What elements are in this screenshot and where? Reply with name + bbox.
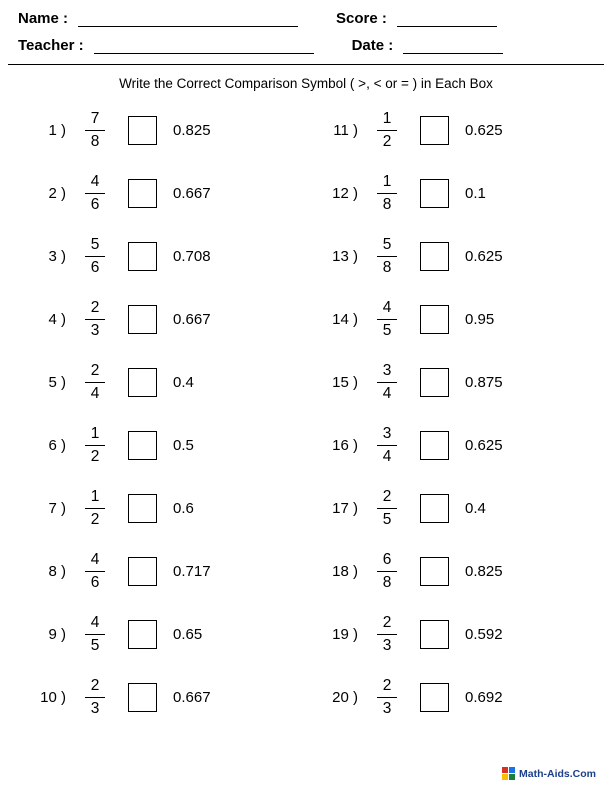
problem-number: 11 ) <box>333 122 358 139</box>
answer-box[interactable] <box>128 242 157 271</box>
problem-item <box>14 666 306 729</box>
decimal-value: 0.625 <box>465 122 503 139</box>
decimal-value: 0.1 <box>465 185 486 202</box>
decimal-value: 0.708 <box>173 248 211 265</box>
problem-number: 8 ) <box>48 563 66 580</box>
teacher-label: Teacher : <box>18 37 84 54</box>
fraction-numerator: 4 <box>90 172 100 190</box>
problem-item <box>306 603 598 666</box>
decimal-value: 0.625 <box>465 437 503 454</box>
decimal-value: 0.95 <box>465 311 495 328</box>
fraction-numerator: 1 <box>382 109 392 127</box>
problem-item <box>14 351 306 414</box>
score-label: Score : <box>336 10 387 27</box>
fraction <box>368 300 406 339</box>
name-label: Name : <box>18 10 69 27</box>
answer-box[interactable] <box>128 305 157 334</box>
fraction-denominator: 6 <box>90 573 100 591</box>
fraction <box>76 678 114 717</box>
problem-item <box>14 162 306 225</box>
answer-box[interactable] <box>420 368 449 397</box>
fraction-numerator: 2 <box>382 676 392 694</box>
fraction <box>368 237 406 276</box>
footer-branding[interactable] <box>502 767 596 780</box>
answer-box[interactable] <box>420 116 449 145</box>
problem-number: 13 ) <box>332 248 358 265</box>
problem-number: 2 ) <box>48 185 66 202</box>
problem-number: 18 ) <box>332 563 358 580</box>
fraction <box>368 489 406 528</box>
name-input[interactable] <box>78 12 298 27</box>
problem-number: 15 ) <box>332 374 358 391</box>
fraction-denominator: 6 <box>90 258 100 276</box>
fraction-numerator: 1 <box>90 487 100 505</box>
problem-item <box>306 414 598 477</box>
decimal-value: 0.6 <box>173 500 194 517</box>
fraction-bar <box>85 697 105 698</box>
fraction-denominator: 3 <box>90 321 100 339</box>
fraction-bar <box>85 634 105 635</box>
decimal-value: 0.625 <box>465 248 503 265</box>
decimal-value: 0.717 <box>173 563 211 580</box>
fraction-bar <box>377 634 397 635</box>
decimal-value: 0.5 <box>173 437 194 454</box>
problem-item <box>306 99 598 162</box>
problem-item <box>306 162 598 225</box>
answer-box[interactable] <box>420 179 449 208</box>
fraction-bar <box>377 571 397 572</box>
answer-box[interactable] <box>420 305 449 334</box>
problem-item <box>14 603 306 666</box>
fraction-bar <box>377 508 397 509</box>
fraction-bar <box>377 697 397 698</box>
math-aids-logo-icon <box>502 767 515 780</box>
fraction-denominator: 4 <box>382 447 392 465</box>
answer-box[interactable] <box>128 557 157 586</box>
problem-number: 6 ) <box>48 437 66 454</box>
fraction-denominator: 8 <box>382 573 392 591</box>
problem-item <box>14 99 306 162</box>
fraction-bar <box>377 382 397 383</box>
fraction-denominator: 8 <box>90 132 100 150</box>
answer-box[interactable] <box>420 683 449 712</box>
fraction <box>76 237 114 276</box>
problem-number: 9 ) <box>48 626 66 643</box>
fraction-numerator: 1 <box>382 172 392 190</box>
fraction-numerator: 2 <box>90 676 100 694</box>
fraction-numerator: 4 <box>90 613 100 631</box>
decimal-value: 0.65 <box>173 626 203 643</box>
fraction-denominator: 3 <box>90 699 100 717</box>
problem-item <box>306 540 598 603</box>
fraction-bar <box>85 130 105 131</box>
fraction-numerator: 2 <box>90 361 100 379</box>
fraction-numerator: 4 <box>382 298 392 316</box>
fraction-bar <box>377 256 397 257</box>
answer-box[interactable] <box>128 494 157 523</box>
decimal-value: 0.667 <box>173 185 211 202</box>
problem-number: 14 ) <box>332 311 358 328</box>
problem-number: 4 ) <box>48 311 66 328</box>
fraction-denominator: 4 <box>382 384 392 402</box>
fraction-denominator: 3 <box>382 636 392 654</box>
problem-number: 12 ) <box>332 185 358 202</box>
fraction <box>76 426 114 465</box>
decimal-value: 0.4 <box>173 374 194 391</box>
fraction-numerator: 2 <box>382 613 392 631</box>
answer-box[interactable] <box>128 179 157 208</box>
fraction-denominator: 8 <box>382 195 392 213</box>
decimal-value: 0.592 <box>465 626 503 643</box>
fraction-bar <box>85 319 105 320</box>
fraction-bar <box>377 193 397 194</box>
fraction <box>368 111 406 150</box>
fraction-numerator: 2 <box>382 487 392 505</box>
fraction <box>76 363 114 402</box>
fraction-bar <box>377 130 397 131</box>
instructions-text: Write the Correct Comparison Symbol ( >, < or = ) in Each Box <box>119 76 493 91</box>
problem-number: 20 ) <box>332 689 358 706</box>
fraction-numerator: 4 <box>90 550 100 568</box>
answer-box[interactable] <box>420 494 449 523</box>
problem-number: 16 ) <box>332 437 358 454</box>
problem-item <box>306 225 598 288</box>
fraction-numerator: 3 <box>382 361 392 379</box>
fraction-denominator: 5 <box>382 510 392 528</box>
problem-number: 3 ) <box>48 248 66 265</box>
fraction-bar <box>85 382 105 383</box>
problem-item <box>14 477 306 540</box>
date-input[interactable] <box>403 39 503 54</box>
problem-item <box>14 225 306 288</box>
decimal-value: 0.875 <box>465 374 503 391</box>
teacher-input[interactable] <box>94 39 314 54</box>
fraction <box>76 111 114 150</box>
fraction <box>76 489 114 528</box>
fraction-bar <box>85 193 105 194</box>
decimal-value: 0.667 <box>173 689 211 706</box>
fraction <box>368 426 406 465</box>
answer-box[interactable] <box>128 368 157 397</box>
fraction <box>76 615 114 654</box>
problem-number: 7 ) <box>48 500 66 517</box>
decimal-value: 0.825 <box>465 563 503 580</box>
problem-number: 10 ) <box>40 689 66 706</box>
answer-box[interactable] <box>128 620 157 649</box>
fraction-numerator: 7 <box>90 109 100 127</box>
fraction <box>368 363 406 402</box>
fraction-numerator: 5 <box>90 235 100 253</box>
fraction-denominator: 6 <box>90 195 100 213</box>
fraction-numerator: 6 <box>382 550 392 568</box>
score-input[interactable] <box>397 12 497 27</box>
fraction-bar <box>377 319 397 320</box>
fraction-denominator: 4 <box>90 384 100 402</box>
fraction-denominator: 5 <box>382 321 392 339</box>
decimal-value: 0.825 <box>173 122 211 139</box>
fraction-bar <box>85 571 105 572</box>
answer-box[interactable] <box>128 683 157 712</box>
fraction <box>368 678 406 717</box>
fraction-numerator: 1 <box>90 424 100 442</box>
problem-item <box>306 288 598 351</box>
header-row-name <box>18 10 594 27</box>
fraction-denominator: 2 <box>90 510 100 528</box>
header-row-teacher <box>18 37 594 54</box>
problem-number: 19 ) <box>332 626 358 643</box>
problem-item <box>14 414 306 477</box>
fraction-denominator: 5 <box>90 636 100 654</box>
answer-box[interactable] <box>420 242 449 271</box>
decimal-value: 0.4 <box>465 500 486 517</box>
problem-item <box>14 540 306 603</box>
fraction <box>76 174 114 213</box>
problem-item <box>306 666 598 729</box>
fraction-bar <box>85 445 105 446</box>
fraction-denominator: 8 <box>382 258 392 276</box>
answer-box[interactable] <box>128 116 157 145</box>
problem-item <box>14 288 306 351</box>
fraction-bar <box>377 445 397 446</box>
fraction <box>368 552 406 591</box>
problem-item <box>306 477 598 540</box>
problem-item <box>306 351 598 414</box>
fraction-numerator: 5 <box>382 235 392 253</box>
decimal-value: 0.667 <box>173 311 211 328</box>
fraction-numerator: 3 <box>382 424 392 442</box>
problem-number: 5 ) <box>48 374 66 391</box>
problem-number: 17 ) <box>332 500 358 517</box>
answer-box[interactable] <box>420 620 449 649</box>
header-divider <box>8 64 604 65</box>
answer-box[interactable] <box>420 557 449 586</box>
fraction-bar <box>85 508 105 509</box>
answer-box[interactable] <box>128 431 157 460</box>
fraction <box>368 174 406 213</box>
fraction-numerator: 2 <box>90 298 100 316</box>
footer-site-label: Math-Aids.Com <box>519 767 596 780</box>
fraction <box>76 300 114 339</box>
fraction-denominator: 2 <box>90 447 100 465</box>
problem-grid <box>0 99 612 729</box>
worksheet-header <box>0 0 612 54</box>
problem-number: 1 ) <box>48 122 66 139</box>
fraction-denominator: 3 <box>382 699 392 717</box>
answer-box[interactable] <box>420 431 449 460</box>
fraction-denominator: 2 <box>382 132 392 150</box>
fraction <box>368 615 406 654</box>
fraction-bar <box>85 256 105 257</box>
fraction <box>76 552 114 591</box>
date-label: Date : <box>351 37 394 54</box>
decimal-value: 0.692 <box>465 689 503 706</box>
